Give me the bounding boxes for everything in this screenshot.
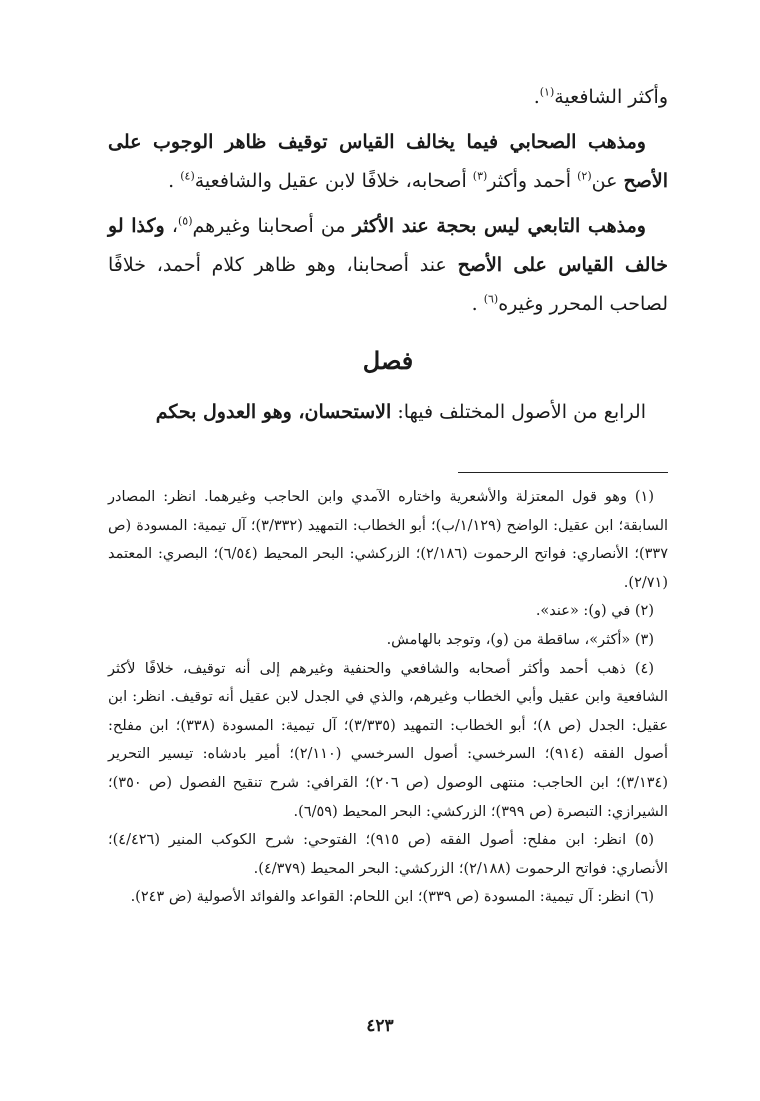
footnote-ref-6[interactable]: (٦)	[483, 292, 499, 306]
text: أصحابه، خلافًا لابن عقيل والشافعية	[194, 170, 467, 192]
bold-text: ومذهب الصحابي فيما يخالف القياس توقيف ظاهر الوجوب على الأصح	[108, 131, 668, 192]
text: .	[168, 170, 175, 192]
footnote-ref-2[interactable]: (٢)	[577, 169, 592, 183]
footnotes	[108, 483, 668, 912]
footnote-ref-5[interactable]: (٥)	[177, 214, 193, 228]
text: عند أصحابنا، وهو ظاهر كلام أحمد، خلافًا لصاحب المحرر وغيره	[108, 254, 668, 315]
footnote-2: (٢) في (و): «عند».	[535, 603, 654, 620]
page-body	[108, 78, 668, 912]
text: أحمد وأكثر	[487, 170, 572, 192]
footnote-divider	[458, 472, 668, 473]
bold-text: ومذهب التابعي ليس بحجة عند الأكثر	[352, 215, 646, 237]
footnote-ref-3[interactable]: (٣)	[472, 169, 488, 183]
footnote-1: (١) وهو قول المعتزلة والأشعرية واختاره الآمدي وابن الحاجب وغيرهما. انظر: المصادر السابقة؛ ابن عقيل: الواضح (١/١٢٩/ب)؛ أبو الخطاب: التمهيد (٣/٣٣٢)؛ آل تيمية: المسودة (ص ٣٣٧)؛ الأنصاري: فواتح الرحموت (٢/١٨٦)؛ الزركشي: البحر المحيط (٦/٥٤)؛ البصري: المعتمد (٢/٧١).	[108, 489, 669, 591]
bold-text: الاستحسان، وهو العدول بحكم	[155, 401, 392, 423]
bold-text: وكذا لو خالف القياس على الأصح	[108, 215, 668, 276]
main-text	[108, 78, 668, 432]
text: من أصحابنا وغيرهم	[192, 215, 346, 237]
page-number: ٤٢٣	[366, 1016, 394, 1036]
section-heading: فصل	[362, 346, 414, 375]
text: .	[533, 86, 540, 108]
text: .	[471, 293, 478, 315]
paragraph-4	[108, 393, 668, 432]
text: ،	[171, 215, 178, 237]
text: الرابع من الأصول المختلف فيها:	[397, 401, 646, 423]
paragraph-3	[108, 207, 668, 324]
footnote-3: (٣) «أكثر»، ساقطة من (و)، وتوجد بالهامش.	[386, 631, 654, 648]
text: عن	[591, 170, 618, 192]
footnote-ref-1[interactable]: (١)	[539, 85, 555, 99]
footnote-5: (٥) انظر: ابن مفلح: أصول الفقه (ص ٩١٥)؛ الفتوحي: شرح الكوكب المنير (٤/٤٢٦)؛ الأنصاري: فواتح الرحموت (٢/١٨٨)؛ الزركشي: البحر المحيط (٤/٣٧٩).	[108, 832, 668, 877]
text: وأكثر الشافعية	[554, 86, 668, 108]
paragraph-1	[108, 78, 668, 117]
footnote-ref-4[interactable]: (٤)	[180, 169, 195, 183]
paragraph-2	[108, 123, 668, 201]
footnote-4: (٤) ذهب أحمد وأكثر أصحابه والشافعي والحنفية وغيرهم إلى أنه توقيف، خلافًا لأكثر الشافعية وابن عقيل وأبي الخطاب وغيرهم، والذي في الجدل لابن عقيل أنه توقيف. انظر: ابن عقيل: الجدل (ص ٨)؛ أبو الخطاب: التمهيد (٣/٣٣٥)؛ آل تيمية: المسودة (٣٣٨)؛ ابن مفلح: أصول الفقه (٩١٤)؛ السرخسي: أصول السرخسي (٢/١١٠)؛ أمير بادشاه: تيسير التحرير (٣/١٣٤)؛ ابن الحاجب: منتهى الوصول (ص ٢٠٦)؛ القرافي: شرح تنقيح الفصول (ص ٣٥٠)؛ الشيرازي: التبصرة (ص ٣٩٩)؛ الزركشي: البحر المحيط (٦/٥٩).	[108, 660, 668, 820]
footnote-6: (٦) انظر: آل تيمية: المسودة (ص ٣٣٩)؛ ابن اللحام: القواعد والفوائد الأصولية (ض ٢٤٣).	[130, 889, 654, 906]
